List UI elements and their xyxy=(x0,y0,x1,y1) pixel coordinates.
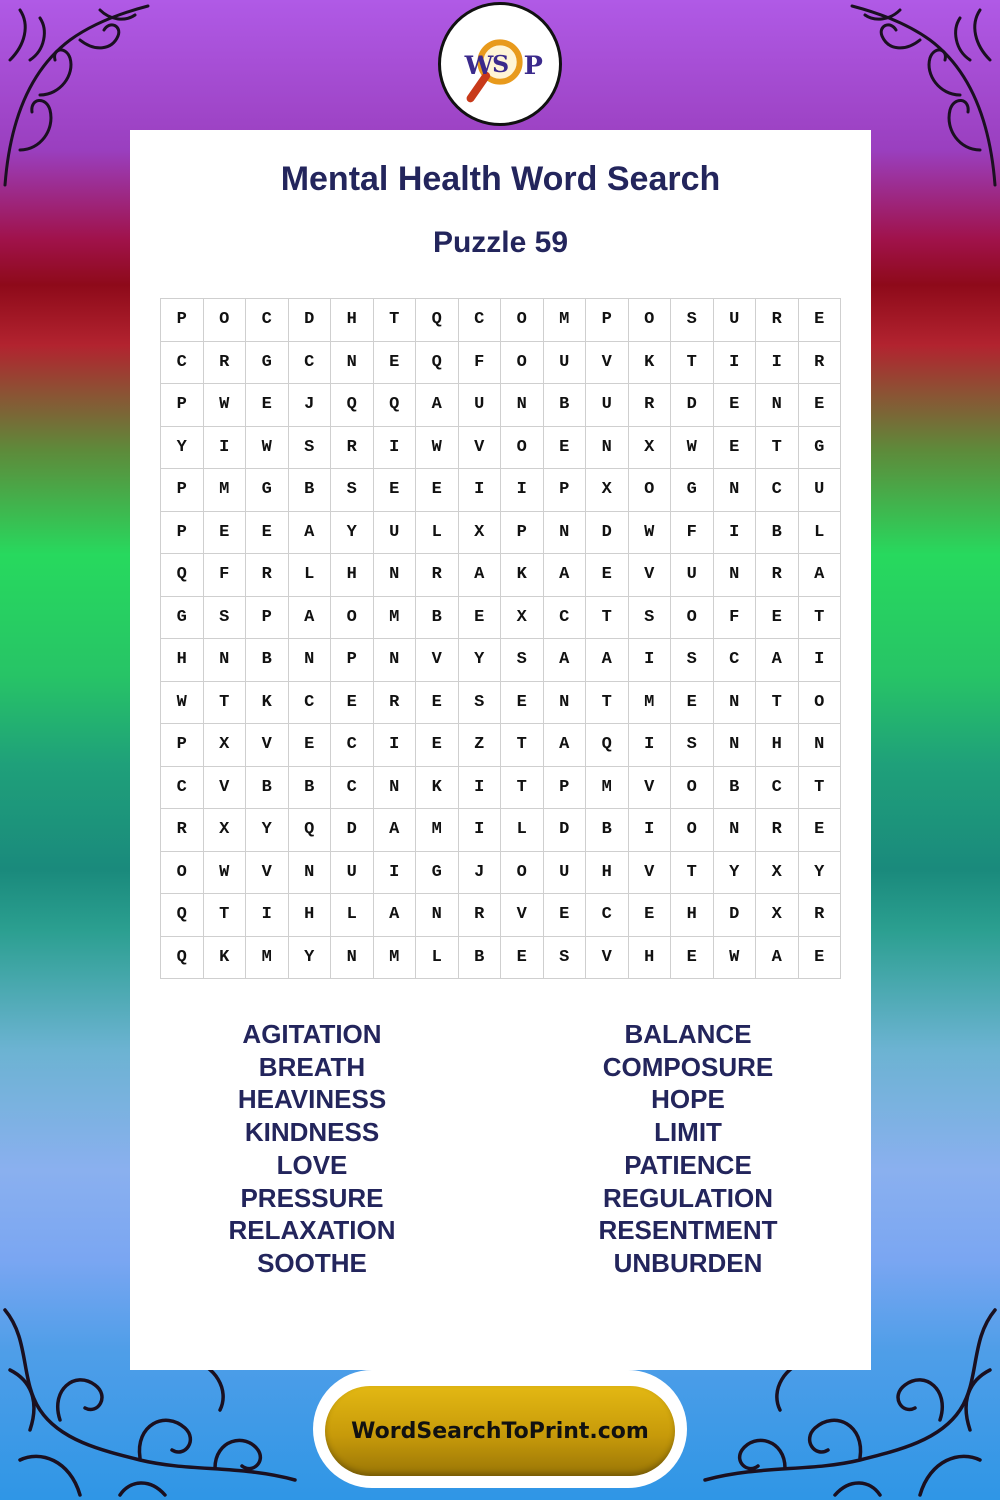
magnifier-icon xyxy=(441,5,559,123)
grid-cell[interactable]: K xyxy=(416,767,459,810)
corner-ornament-top-right xyxy=(850,0,1000,190)
logo-letter-left: W xyxy=(464,50,494,81)
word-item: RELAXATION xyxy=(228,1215,396,1246)
grid-cell[interactable]: E xyxy=(416,682,459,725)
grid-cell[interactable]: E xyxy=(799,299,842,342)
page-title: Mental Health Word Search xyxy=(280,160,721,198)
grid-cell[interactable]: D xyxy=(544,809,587,852)
grid-cell[interactable]: O xyxy=(501,427,544,470)
grid-cell[interactable]: A xyxy=(459,554,502,597)
word-item: SOOTHE xyxy=(257,1247,367,1278)
word-item: KINDNESS xyxy=(244,1117,380,1148)
grid-cell[interactable]: D xyxy=(714,894,757,937)
grid-cell[interactable]: Q xyxy=(161,554,204,597)
grid-cell[interactable]: J xyxy=(289,384,332,427)
word-item: PRESSURE xyxy=(240,1182,384,1213)
grid-cell[interactable]: C xyxy=(544,597,587,640)
grid-cell[interactable]: X xyxy=(756,894,799,937)
word-item: BALANCE xyxy=(624,1019,752,1049)
grid-cell[interactable]: S xyxy=(501,639,544,682)
grid-cell[interactable]: V xyxy=(459,427,502,470)
grid-cell[interactable]: N xyxy=(374,554,417,597)
corner-ornament-top-left xyxy=(0,0,150,190)
grid-cell[interactable]: H xyxy=(629,937,672,980)
grid-cell[interactable]: E xyxy=(374,469,417,512)
grid-cell[interactable]: Y xyxy=(714,852,757,895)
grid-cell[interactable]: N xyxy=(289,639,332,682)
word-item: LOVE xyxy=(276,1149,348,1180)
grid-cell[interactable]: R xyxy=(799,894,842,937)
grid-cell[interactable]: E xyxy=(501,937,544,980)
grid-cell[interactable]: P xyxy=(586,299,629,342)
grid-cell[interactable]: S xyxy=(629,597,672,640)
grid-cell[interactable]: X xyxy=(204,724,247,767)
grid-cell[interactable]: G xyxy=(246,469,289,512)
grid-cell[interactable]: W xyxy=(246,427,289,470)
grid-cell[interactable]: D xyxy=(289,299,332,342)
grid-cell[interactable]: I xyxy=(714,512,757,555)
grid-cell[interactable]: I xyxy=(374,427,417,470)
grid-cell[interactable]: U xyxy=(799,469,842,512)
grid-cell[interactable]: G xyxy=(246,342,289,385)
grid-cell[interactable]: M xyxy=(374,597,417,640)
grid-cell[interactable]: E xyxy=(331,682,374,725)
grid-cell[interactable]: M xyxy=(204,469,247,512)
grid-cell[interactable]: A xyxy=(289,512,332,555)
grid-cell[interactable]: V xyxy=(501,894,544,937)
grid-cell[interactable]: C xyxy=(459,299,502,342)
word-list-right xyxy=(538,1018,838,1280)
grid-cell[interactable]: Y xyxy=(161,427,204,470)
grid-cell[interactable]: B xyxy=(289,767,332,810)
grid-cell[interactable]: A xyxy=(374,894,417,937)
grid-cell[interactable]: O xyxy=(501,299,544,342)
grid-cell[interactable]: T xyxy=(204,894,247,937)
grid-cell[interactable]: H xyxy=(756,724,799,767)
grid-cell[interactable]: E xyxy=(586,554,629,597)
grid-cell[interactable]: N xyxy=(289,852,332,895)
grid-cell[interactable]: E xyxy=(416,469,459,512)
grid-cell[interactable]: I xyxy=(756,342,799,385)
grid-cell[interactable]: E xyxy=(629,894,672,937)
grid-cell[interactable]: X xyxy=(459,512,502,555)
grid-cell[interactable]: J xyxy=(459,852,502,895)
grid-cell[interactable]: V xyxy=(246,724,289,767)
grid-cell[interactable]: B xyxy=(416,597,459,640)
site-link-pill[interactable] xyxy=(325,1386,675,1476)
puzzle-card xyxy=(130,130,871,1370)
grid-cell[interactable]: U xyxy=(374,512,417,555)
grid-cell[interactable]: K xyxy=(204,937,247,980)
grid-cell[interactable]: I xyxy=(714,342,757,385)
grid-cell[interactable]: S xyxy=(204,597,247,640)
grid-cell[interactable]: N xyxy=(374,639,417,682)
grid-cell[interactable]: D xyxy=(586,512,629,555)
grid-cell[interactable]: E xyxy=(714,427,757,470)
logo-letter-right: P xyxy=(523,50,543,81)
grid-cell[interactable]: R xyxy=(756,809,799,852)
grid-cell[interactable]: P xyxy=(246,597,289,640)
grid-cell[interactable]: Q xyxy=(161,894,204,937)
grid-cell[interactable]: C xyxy=(331,724,374,767)
grid-cell[interactable]: W xyxy=(204,852,247,895)
grid-cell[interactable]: V xyxy=(629,852,672,895)
logo-letter-mid: S xyxy=(492,49,510,78)
grid-cell[interactable]: R xyxy=(756,299,799,342)
grid-cell[interactable]: X xyxy=(586,469,629,512)
word-item: PATIENCE xyxy=(624,1149,752,1180)
grid-cell[interactable]: R xyxy=(161,809,204,852)
grid-cell[interactable]: E xyxy=(246,512,289,555)
grid-cell[interactable]: Q xyxy=(586,724,629,767)
grid-cell[interactable]: N xyxy=(714,809,757,852)
grid-cell[interactable]: R xyxy=(331,427,374,470)
grid-cell[interactable]: M xyxy=(374,937,417,980)
grid-cell[interactable]: N xyxy=(586,427,629,470)
grid-cell[interactable]: R xyxy=(416,554,459,597)
wsp-logo xyxy=(438,2,562,126)
grid-cell[interactable]: P xyxy=(501,512,544,555)
grid-cell[interactable]: C xyxy=(756,767,799,810)
grid-cell[interactable]: M xyxy=(586,767,629,810)
grid-cell[interactable]: T xyxy=(374,299,417,342)
grid-cell[interactable]: Q xyxy=(374,384,417,427)
grid-cell[interactable]: T xyxy=(204,682,247,725)
grid-cell[interactable]: H xyxy=(161,639,204,682)
grid-cell[interactable]: B xyxy=(246,767,289,810)
word-item: HEAVINESS xyxy=(237,1084,387,1115)
grid-cell[interactable]: R xyxy=(799,342,842,385)
grid-cell[interactable]: K xyxy=(246,682,289,725)
grid-cell[interactable]: C xyxy=(756,469,799,512)
grid-cell[interactable]: V xyxy=(246,852,289,895)
grid-cell[interactable]: G xyxy=(416,852,459,895)
grid-cell[interactable]: R xyxy=(459,894,502,937)
grid-cell[interactable]: R xyxy=(374,682,417,725)
grid-cell[interactable]: S xyxy=(289,427,332,470)
grid-cell[interactable]: F xyxy=(459,342,502,385)
grid-cell[interactable]: M xyxy=(629,682,672,725)
grid-cell[interactable]: I xyxy=(204,427,247,470)
grid-cell[interactable]: P xyxy=(544,469,587,512)
grid-cell[interactable]: L xyxy=(331,894,374,937)
grid-cell[interactable]: Y xyxy=(289,937,332,980)
grid-cell[interactable]: T xyxy=(501,724,544,767)
grid-cell[interactable]: O xyxy=(671,809,714,852)
grid-cell[interactable]: W xyxy=(629,512,672,555)
grid-cell[interactable]: N xyxy=(714,724,757,767)
grid-cell[interactable]: S xyxy=(671,639,714,682)
grid-cell[interactable]: O xyxy=(204,299,247,342)
grid-cell[interactable]: A xyxy=(756,937,799,980)
grid-cell[interactable]: N xyxy=(799,724,842,767)
grid-cell[interactable]: E xyxy=(756,597,799,640)
word-item: HOPE xyxy=(651,1084,725,1115)
grid-cell[interactable]: G xyxy=(799,427,842,470)
grid-cell[interactable]: H xyxy=(331,299,374,342)
grid-cell[interactable]: W xyxy=(161,682,204,725)
grid-cell[interactable]: U xyxy=(671,554,714,597)
grid-cell[interactable]: Q xyxy=(331,384,374,427)
grid-cell[interactable]: C xyxy=(289,342,332,385)
grid-cell[interactable]: N xyxy=(374,767,417,810)
grid-cell[interactable]: P xyxy=(544,767,587,810)
grid-cell[interactable]: O xyxy=(799,682,842,725)
grid-cell[interactable]: I xyxy=(459,767,502,810)
grid-cell[interactable]: U xyxy=(544,342,587,385)
grid-cell[interactable]: C xyxy=(331,767,374,810)
grid-cell[interactable]: F xyxy=(714,597,757,640)
grid-cell[interactable]: H xyxy=(586,852,629,895)
grid-cell[interactable]: I xyxy=(629,639,672,682)
grid-cell[interactable]: V xyxy=(586,937,629,980)
grid-cell[interactable]: O xyxy=(161,852,204,895)
grid-cell[interactable]: W xyxy=(204,384,247,427)
grid-cell[interactable]: T xyxy=(586,597,629,640)
grid-cell[interactable]: U xyxy=(586,384,629,427)
grid-cell[interactable]: L xyxy=(799,512,842,555)
grid-cell[interactable]: D xyxy=(671,384,714,427)
grid-cell[interactable]: D xyxy=(331,809,374,852)
grid-cell[interactable]: O xyxy=(671,767,714,810)
word-item: COMPOSURE xyxy=(602,1051,774,1082)
grid-cell[interactable]: N xyxy=(756,384,799,427)
grid-cell[interactable]: Q xyxy=(416,342,459,385)
grid-cell[interactable]: P xyxy=(331,639,374,682)
grid-cell[interactable]: A xyxy=(756,639,799,682)
grid-cell[interactable]: P xyxy=(161,299,204,342)
grid-cell[interactable]: E xyxy=(714,384,757,427)
grid-cell[interactable]: Y xyxy=(459,639,502,682)
grid-cell[interactable]: V xyxy=(416,639,459,682)
grid-cell[interactable]: A xyxy=(586,639,629,682)
grid-cell[interactable]: I xyxy=(246,894,289,937)
grid-cell[interactable]: T xyxy=(799,597,842,640)
grid-cell[interactable]: I xyxy=(629,809,672,852)
grid-cell[interactable]: Q xyxy=(289,809,332,852)
grid-cell[interactable]: E xyxy=(544,894,587,937)
grid-cell[interactable]: T xyxy=(671,342,714,385)
grid-cell[interactable]: N xyxy=(204,639,247,682)
grid-cell[interactable]: A xyxy=(544,554,587,597)
grid-cell[interactable]: U xyxy=(714,299,757,342)
grid-cell[interactable]: E xyxy=(671,682,714,725)
grid-cell[interactable]: A xyxy=(799,554,842,597)
grid-cell[interactable]: C xyxy=(161,342,204,385)
grid-cell[interactable]: M xyxy=(246,937,289,980)
grid-cell[interactable]: G xyxy=(671,469,714,512)
grid-cell[interactable]: R xyxy=(204,342,247,385)
grid-cell[interactable]: S xyxy=(671,299,714,342)
grid-cell[interactable]: O xyxy=(629,469,672,512)
grid-cell[interactable]: O xyxy=(331,597,374,640)
grid-cell[interactable]: S xyxy=(671,724,714,767)
grid-cell[interactable]: H xyxy=(671,894,714,937)
grid-cell[interactable]: L xyxy=(416,937,459,980)
grid-cell[interactable]: E xyxy=(501,682,544,725)
grid-cell[interactable]: W xyxy=(714,937,757,980)
grid-cell[interactable]: N xyxy=(714,469,757,512)
grid-cell[interactable]: Q xyxy=(161,937,204,980)
grid-cell[interactable]: O xyxy=(671,597,714,640)
grid-cell[interactable]: I xyxy=(799,639,842,682)
grid-cell[interactable]: C xyxy=(586,894,629,937)
grid-cell[interactable]: R xyxy=(756,554,799,597)
grid-cell[interactable]: C xyxy=(289,682,332,725)
grid-cell[interactable]: B xyxy=(714,767,757,810)
footer-badge xyxy=(313,1370,687,1488)
grid-cell[interactable]: C xyxy=(161,767,204,810)
grid-cell[interactable]: E xyxy=(544,427,587,470)
grid-cell[interactable]: R xyxy=(246,554,289,597)
grid-cell[interactable]: P xyxy=(161,724,204,767)
grid-cell[interactable]: N xyxy=(331,937,374,980)
letter-grid xyxy=(160,298,841,979)
grid-cell[interactable]: V xyxy=(204,767,247,810)
grid-cell[interactable]: I xyxy=(629,724,672,767)
grid-cell[interactable]: X xyxy=(501,597,544,640)
grid-cell[interactable]: V xyxy=(586,342,629,385)
word-item: AGITATION xyxy=(242,1019,382,1049)
grid-cell[interactable]: R xyxy=(629,384,672,427)
grid-cell[interactable]: P xyxy=(161,469,204,512)
grid-cell[interactable]: X xyxy=(629,427,672,470)
grid-cell[interactable]: Z xyxy=(459,724,502,767)
grid-cell[interactable]: V xyxy=(629,554,672,597)
grid-cell[interactable]: P xyxy=(161,512,204,555)
grid-cell[interactable]: N xyxy=(714,554,757,597)
word-item: BREATH xyxy=(258,1051,366,1082)
grid-cell[interactable]: Y xyxy=(246,809,289,852)
grid-cell[interactable]: E xyxy=(799,809,842,852)
grid-cell[interactable]: X xyxy=(756,852,799,895)
grid-cell[interactable]: S xyxy=(544,937,587,980)
word-item: LIMIT xyxy=(654,1117,722,1148)
grid-cell[interactable]: O xyxy=(501,342,544,385)
grid-cell[interactable]: E xyxy=(799,384,842,427)
grid-cell[interactable]: H xyxy=(289,894,332,937)
grid-cell[interactable]: L xyxy=(289,554,332,597)
grid-cell[interactable]: E xyxy=(204,512,247,555)
grid-cell[interactable]: B xyxy=(289,469,332,512)
grid-cell[interactable]: G xyxy=(161,597,204,640)
grid-cell[interactable]: E xyxy=(246,384,289,427)
grid-cell[interactable]: T xyxy=(799,767,842,810)
grid-cell[interactable]: I xyxy=(374,852,417,895)
grid-cell[interactable]: N xyxy=(544,512,587,555)
grid-cell[interactable]: E xyxy=(459,597,502,640)
grid-cell[interactable]: U xyxy=(459,384,502,427)
grid-cell[interactable]: B xyxy=(756,512,799,555)
grid-cell[interactable]: Y xyxy=(799,852,842,895)
word-item: REGULATION xyxy=(603,1182,773,1213)
grid-cell[interactable]: O xyxy=(501,852,544,895)
grid-cell[interactable]: T xyxy=(671,852,714,895)
grid-cell[interactable]: E xyxy=(374,342,417,385)
grid-cell[interactable]: E xyxy=(671,937,714,980)
grid-cell[interactable]: W xyxy=(671,427,714,470)
grid-cell[interactable]: A xyxy=(544,724,587,767)
grid-cell[interactable]: N xyxy=(501,384,544,427)
grid-cell[interactable]: A xyxy=(289,597,332,640)
grid-cell[interactable]: L xyxy=(501,809,544,852)
grid-cell[interactable]: E xyxy=(799,937,842,980)
grid-cell[interactable]: I xyxy=(374,724,417,767)
grid-cell[interactable]: V xyxy=(629,767,672,810)
grid-cell[interactable]: H xyxy=(331,554,374,597)
grid-cell[interactable]: F xyxy=(671,512,714,555)
grid-cell[interactable]: U xyxy=(331,852,374,895)
grid-cell[interactable]: X xyxy=(204,809,247,852)
grid-cell[interactable]: T xyxy=(756,682,799,725)
grid-cell[interactable]: I xyxy=(459,809,502,852)
grid-cell[interactable]: A xyxy=(374,809,417,852)
grid-cell[interactable]: Y xyxy=(331,512,374,555)
grid-cell[interactable]: L xyxy=(416,512,459,555)
grid-cell[interactable]: T xyxy=(501,767,544,810)
grid-cell[interactable]: P xyxy=(161,384,204,427)
grid-cell[interactable]: N xyxy=(714,682,757,725)
grid-cell[interactable]: B xyxy=(544,384,587,427)
grid-cell[interactable]: N xyxy=(331,342,374,385)
word-item: RESENTMENT xyxy=(598,1215,778,1246)
grid-cell[interactable]: B xyxy=(459,937,502,980)
grid-cell[interactable]: I xyxy=(459,469,502,512)
puzzle-number: Puzzle 59 xyxy=(432,226,569,259)
grid-cell[interactable]: K xyxy=(629,342,672,385)
grid-cell[interactable]: C xyxy=(714,639,757,682)
grid-cell[interactable]: Q xyxy=(416,299,459,342)
grid-cell[interactable]: C xyxy=(246,299,289,342)
grid-cell[interactable]: A xyxy=(416,384,459,427)
grid-cell[interactable]: W xyxy=(416,427,459,470)
grid-cell[interactable]: B xyxy=(246,639,289,682)
grid-cell[interactable]: U xyxy=(544,852,587,895)
grid-cell[interactable]: M xyxy=(544,299,587,342)
grid-cell[interactable]: O xyxy=(629,299,672,342)
word-item: UNBURDEN xyxy=(613,1247,763,1278)
grid-cell[interactable]: B xyxy=(586,809,629,852)
grid-cell[interactable]: T xyxy=(756,427,799,470)
grid-cell[interactable]: N xyxy=(544,682,587,725)
grid-cell[interactable]: S xyxy=(331,469,374,512)
grid-cell[interactable]: S xyxy=(459,682,502,725)
grid-cell[interactable]: I xyxy=(501,469,544,512)
grid-cell[interactable]: E xyxy=(416,724,459,767)
grid-cell[interactable]: K xyxy=(501,554,544,597)
grid-cell[interactable]: E xyxy=(289,724,332,767)
grid-cell[interactable]: T xyxy=(586,682,629,725)
grid-cell[interactable]: N xyxy=(416,894,459,937)
grid-cell[interactable]: A xyxy=(544,639,587,682)
grid-cell[interactable]: M xyxy=(416,809,459,852)
word-list-left xyxy=(162,1018,462,1280)
site-name: WordSearchToPrint.com xyxy=(351,1418,649,1444)
grid-cell[interactable]: F xyxy=(204,554,247,597)
